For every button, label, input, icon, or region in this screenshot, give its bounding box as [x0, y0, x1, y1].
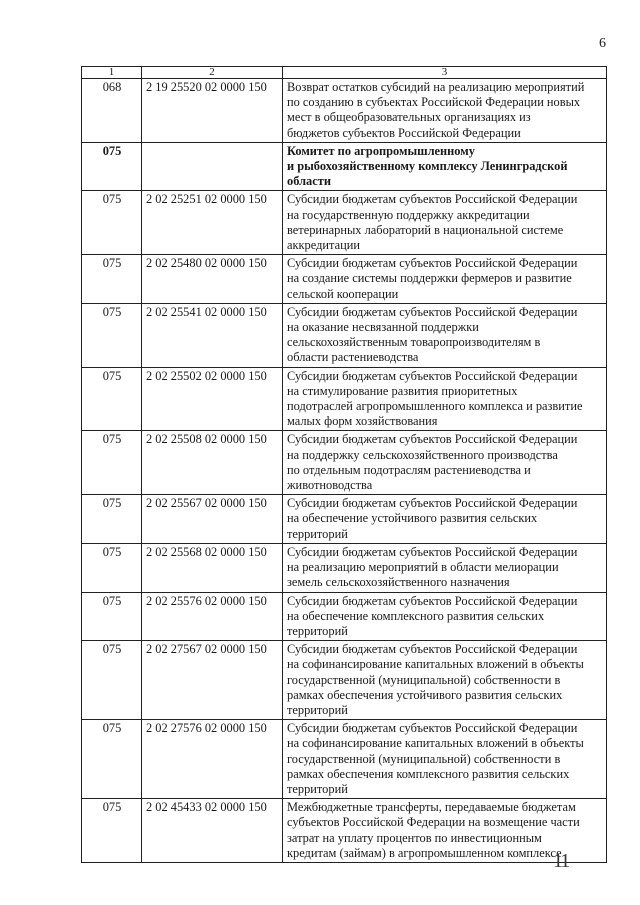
footer-scan-mark: 11: [553, 850, 569, 872]
revenue-code-cell: 2 02 25567 02 0000 150: [142, 495, 283, 544]
description-cell: Субсидии бюджетам субъектов Российской Федерации на стимулирование развития приоритетных подотраслей агропромышленного комплекса и развитие малых форм хозяйствования: [283, 367, 607, 431]
revenue-code-cell: 2 02 27567 02 0000 150: [142, 641, 283, 720]
admin-code-cell: 075: [82, 720, 142, 799]
table-row: [82, 191, 607, 255]
revenue-code-cell: 2 02 25508 02 0000 150: [142, 431, 283, 495]
description-cell: Возврат остатков субсидий на реализацию мероприятий по созданию в субъектах Российской Федерации новых мест в общеобразовательных организациях из бюджетов субъектов Российской Федерации: [283, 79, 607, 143]
header-col-2: 2: [142, 67, 283, 79]
header-col-1: 1: [82, 67, 142, 79]
admin-code-cell: 075: [82, 191, 142, 255]
admin-code-cell: 075: [82, 255, 142, 304]
table-row: [82, 367, 607, 431]
description-cell: Межбюджетные трансферты, передаваемые бюджетам субъектов Российской Федерации на возмещение части затрат на уплату процентов по инвестиционным кредитам (займам) в агропромышленном комплексе: [283, 799, 607, 863]
table-row: [82, 255, 607, 304]
admin-code-cell: 075: [82, 495, 142, 544]
table-row: [82, 720, 607, 799]
revenue-code-cell: 2 02 25568 02 0000 150: [142, 543, 283, 592]
description-cell: Субсидии бюджетам субъектов Российской Федерации на обеспечение устойчивого развития сельских территорий: [283, 495, 607, 544]
table-header-row: [82, 67, 607, 79]
table-row: [82, 592, 607, 641]
table-row: [82, 641, 607, 720]
admin-code-cell: 075: [82, 142, 142, 191]
description-cell: Комитет по агропромышленному и рыбохозяйственному комплексу Ленинградской области: [283, 142, 607, 191]
admin-code-cell: 068: [82, 79, 142, 143]
revenue-code-cell: 2 02 27576 02 0000 150: [142, 720, 283, 799]
budget-classification-table: [81, 66, 607, 863]
table-row: [82, 79, 607, 143]
revenue-code-cell: 2 02 45433 02 0000 150: [142, 799, 283, 863]
revenue-code-cell: 2 19 25520 02 0000 150: [142, 79, 283, 143]
admin-code-cell: 075: [82, 367, 142, 431]
admin-code-cell: 075: [82, 303, 142, 367]
admin-code-cell: 075: [82, 799, 142, 863]
revenue-code-cell: [142, 142, 283, 191]
header-col-3: 3: [283, 67, 607, 79]
table-row: [82, 799, 607, 863]
table-row: [82, 303, 607, 367]
table-row: [82, 142, 607, 191]
description-cell: Субсидии бюджетам субъектов Российской Федерации на государственную поддержку аккредитации ветеринарных лабораторий в национальной системе аккредитации: [283, 191, 607, 255]
revenue-code-cell: 2 02 25576 02 0000 150: [142, 592, 283, 641]
description-cell: Субсидии бюджетам субъектов Российской Федерации на обеспечение комплексного развития сельских территорий: [283, 592, 607, 641]
admin-code-cell: 075: [82, 431, 142, 495]
description-cell: Субсидии бюджетам субъектов Российской Федерации на создание системы поддержки фермеров и развитие сельской кооперации: [283, 255, 607, 304]
admin-code-cell: 075: [82, 543, 142, 592]
admin-code-cell: 075: [82, 592, 142, 641]
table-row: [82, 431, 607, 495]
revenue-code-cell: 2 02 25502 02 0000 150: [142, 367, 283, 431]
description-cell: Субсидии бюджетам субъектов Российской Федерации на поддержку сельскохозяйственного производства по отдельным подотраслям растениеводства и животноводства: [283, 431, 607, 495]
description-cell: Субсидии бюджетам субъектов Российской Федерации на софинансирование капитальных вложений в объекты государственной (муниципальной) собственности в рамках обеспечения комплексного развития сельских территорий: [283, 720, 607, 799]
description-cell: Субсидии бюджетам субъектов Российской Федерации на реализацию мероприятий в области мелиорации земель сельскохозяйственного назначения: [283, 543, 607, 592]
page-number: 6: [599, 36, 606, 51]
revenue-code-cell: 2 02 25480 02 0000 150: [142, 255, 283, 304]
revenue-code-cell: 2 02 25541 02 0000 150: [142, 303, 283, 367]
revenue-code-cell: 2 02 25251 02 0000 150: [142, 191, 283, 255]
table-row: [82, 543, 607, 592]
description-cell: Субсидии бюджетам субъектов Российской Федерации на софинансирование капитальных вложений в объекты государственной (муниципальной) собственности в рамках обеспечения устойчивого развития сельских территорий: [283, 641, 607, 720]
admin-code-cell: 075: [82, 641, 142, 720]
table-row: [82, 495, 607, 544]
description-cell: Субсидии бюджетам субъектов Российской Федерации на оказание несвязанной поддержки сельскохозяйственным товаропроизводителям в области растениеводства: [283, 303, 607, 367]
